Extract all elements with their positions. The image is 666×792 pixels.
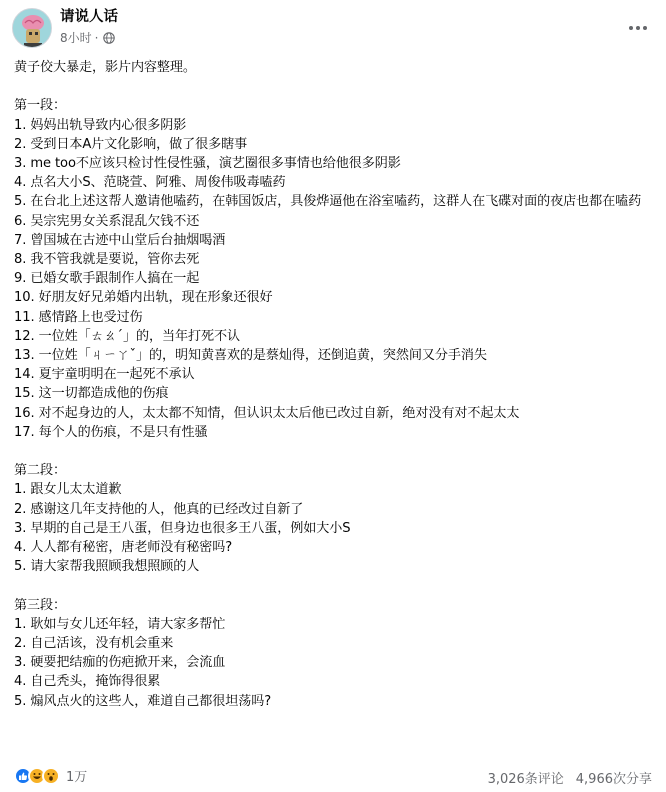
post-line: 5. 煽风点火的这些人，难道自己都很坦荡吗? xyxy=(14,693,272,709)
post-footer xyxy=(0,762,666,792)
post-line: 1. 耿如与女儿还年轻，请大家多帮忙 xyxy=(14,616,226,632)
meta-separator: · xyxy=(94,31,99,45)
post-content xyxy=(14,58,654,711)
post-line: 11. 感情路上也受过伤 xyxy=(14,309,143,325)
post-line: 5. 在台北上述这帮人邀请他嗑药，在韩国饭店，具俊烨逼他在浴室嗑药，这群人在飞碟对面的夜店也都在嗑药 xyxy=(14,194,642,210)
page-name[interactable]: 请说人话 xyxy=(60,9,118,25)
more-dot-icon xyxy=(636,26,640,30)
post-line: 3. 硬要把结痂的伤疤掀开来，会流血 xyxy=(14,655,226,671)
post-line: 16. 对不起身边的人，太太都不知情，但认识太太后他已改过自新，绝对没有对不起太太 xyxy=(14,405,520,421)
post-line: 3. me too不应该只检讨性侵性骚，演艺圈很多事情也给他很多阴影 xyxy=(14,156,401,171)
post-line: 15. 这一切都造成他的伤痕 xyxy=(14,386,169,402)
post-line: 1. 跟女儿太太道歉 xyxy=(14,482,122,498)
blank-line xyxy=(14,77,654,96)
globe-icon xyxy=(103,32,115,44)
post-line: 4. 人人都有秘密，唐老师没有秘密吗? xyxy=(14,540,233,556)
section-heading: 第三段： xyxy=(14,597,66,613)
post-line: 8. 我不管我就是要说，管你去死 xyxy=(14,252,200,268)
post-time[interactable]: 8小时 xyxy=(60,31,92,45)
blank-line xyxy=(14,442,654,461)
comments-count[interactable]: 3,026条评论 xyxy=(487,772,564,787)
more-dot-icon xyxy=(643,26,647,30)
post-line: 2. 自己活该，没有机会重来 xyxy=(14,636,174,652)
post-line: 5. 请大家帮我照顾我想照顾的人 xyxy=(14,559,200,575)
avatar[interactable] xyxy=(12,8,52,48)
post-line: 黄子佼大暴走，影片内容整理。 xyxy=(14,60,196,75)
post-line: 17. 每个人的伤痕，不是只有性骚 xyxy=(14,424,208,440)
post-line: 10. 好朋友好兄弟婚内出轨，现在形象还很好 xyxy=(14,290,273,306)
post-line: 1. 妈妈出轨导致内心很多阴影 xyxy=(14,117,187,133)
shares-count[interactable]: 4,966次分享 xyxy=(575,772,652,787)
post-line: 9. 已婚女歌手跟制作人搞在一起 xyxy=(14,271,200,287)
post-line: 4. 自己秃头，掩饰得很累 xyxy=(14,674,161,690)
more-dot-icon xyxy=(629,26,633,30)
post-line: 2. 受到日本A片文化影响，做了很多瞎事 xyxy=(14,136,248,152)
post-line: 4. 点名大小S、范晓萱、阿雅、周俊伟吸毒嗑药 xyxy=(14,175,286,191)
reactions-summary[interactable] xyxy=(14,766,87,785)
post-line: 7. 曾国城在古迹中山堂后台抽烟喝酒 xyxy=(14,232,226,248)
post-line: 12. 一位姓「ㄊㄠˊ」的，当年打死不认 xyxy=(14,328,240,344)
reaction-count[interactable]: 1万 xyxy=(66,770,88,785)
post-line: 6. 吴宗宪男女关系混乱欠钱不还 xyxy=(14,213,200,229)
section-heading: 第二段： xyxy=(14,463,66,479)
post-header xyxy=(0,0,666,56)
post-line: 14. 夏宇童明明在一起死不承认 xyxy=(14,367,195,383)
more-options-button[interactable] xyxy=(622,12,654,44)
post-line: 13. 一位姓「ㄐㄧㄚˇ」的，明知黄喜欢的是蔡灿得，还倒追黄，突然间又分手消失 xyxy=(14,348,487,364)
wow-icon xyxy=(42,767,60,785)
post-meta xyxy=(60,30,115,46)
post-stats xyxy=(488,768,652,787)
post-line: 2. 感谢这几年支持他的人，他真的已经改过自新了 xyxy=(14,501,304,517)
blank-line xyxy=(14,576,654,595)
section-heading: 第一段： xyxy=(14,98,66,114)
post-line: 3. 早期的自己是王八蛋，但身边也很多王八蛋，例如大小S xyxy=(14,520,351,536)
